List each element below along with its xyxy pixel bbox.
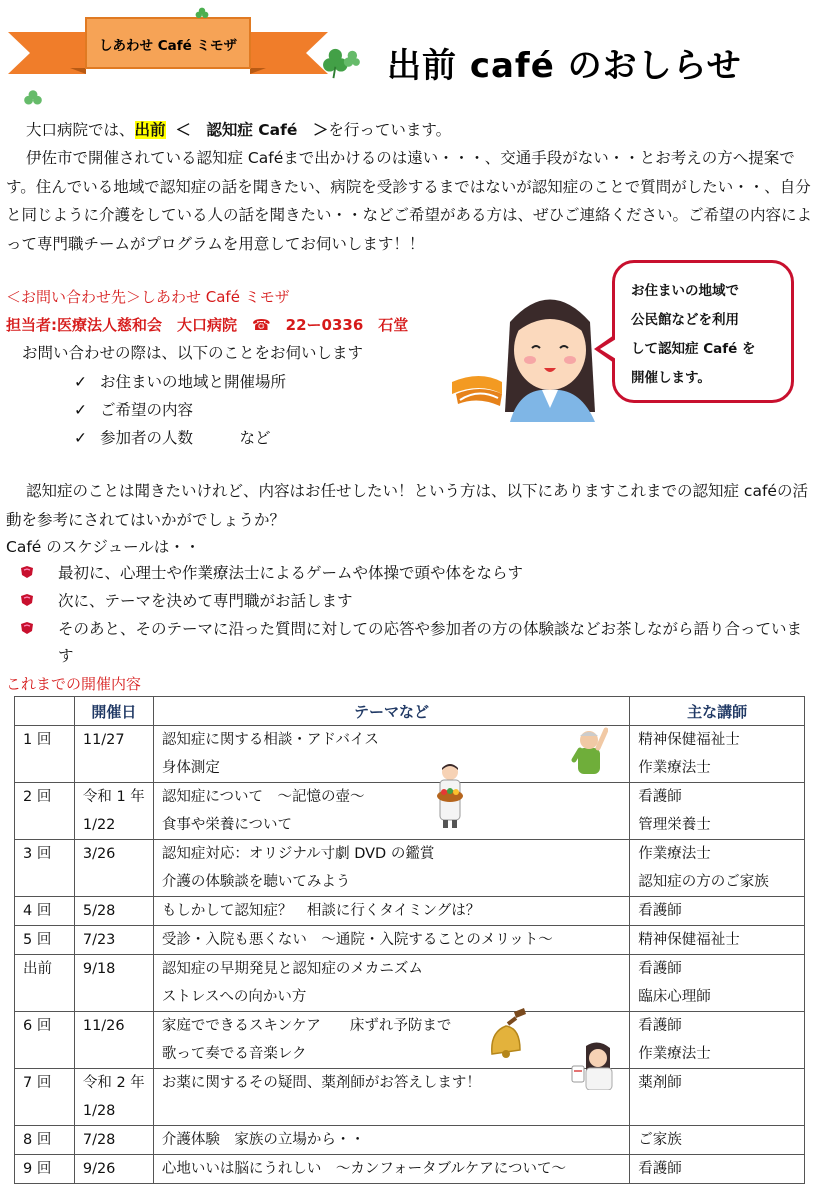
schedule-bullet: 最初に、心理士や作業療法士によるゲームや体操で頭や体をならす <box>20 560 523 587</box>
session-lecturer: 看護師 <box>630 897 805 926</box>
highlight-demae: 出前 <box>134 121 166 139</box>
column-header: 主な講師 <box>630 697 805 726</box>
session-lecturer: 看護師 臨床心理師 <box>630 955 805 1012</box>
contact-heading: ＜お問い合わせ先＞しあわせ Café ミモザ <box>6 288 290 306</box>
session-number: 2 回 <box>15 783 75 840</box>
clover-icon <box>194 6 210 22</box>
session-date: 5/28 <box>74 897 153 926</box>
session-theme: お薬に関するその疑問、薬剤師がお答えします！ <box>153 1069 629 1126</box>
pharmacist-illustration <box>570 1040 616 1090</box>
session-theme: 受診・入院も悪くない ～通院・入院することのメリット～ <box>153 926 629 955</box>
session-lecturer: 看護師 管理栄養士 <box>630 783 805 840</box>
session-date: 3/26 <box>74 840 153 897</box>
session-theme: 認知症について ～記憶の壺～ 食事や栄養について <box>153 783 629 840</box>
speech-bubble <box>612 260 794 403</box>
history-title: これまでの開催内容 <box>6 675 142 693</box>
check-item: ✓ 参加者の人数 など <box>74 429 271 447</box>
session-lecturer: ご家族 <box>630 1126 805 1155</box>
bubble-line: して認知症 Café を <box>631 341 756 357</box>
flower-bullet-icon <box>20 621 34 635</box>
banner-label: しあわせ Café ミモザ <box>99 38 237 54</box>
session-lecturer: 看護師 <box>630 1155 805 1184</box>
inquiry-note: お問い合わせの際は、以下のことをお伺いします <box>22 344 364 362</box>
check-icon: ✓ <box>74 401 87 419</box>
nurse-illustration <box>450 282 610 422</box>
session-lecturer: 作業療法士 認知症の方のご家族 <box>630 840 805 897</box>
bell-illustration <box>484 1008 530 1058</box>
session-number: 9 回 <box>15 1155 75 1184</box>
session-theme: 心地いいは脳にうれしい ～カンフォータブルケアについて～ <box>153 1155 629 1184</box>
check-item: ✓ ご希望の内容 <box>74 401 194 419</box>
session-theme: 認知症に関する相談・アドバイス 身体測定 <box>153 726 629 783</box>
clover-icon <box>22 88 44 110</box>
schedule-bullet: 次に、テーマを決めて専門職がお話します <box>20 588 353 615</box>
session-number: 6 回 <box>15 1012 75 1069</box>
intro-line: 大口病院では、出前 ＜ 認知症 Café ＞を行っています。 <box>26 121 452 139</box>
table-row <box>15 840 805 897</box>
column-header: テーマなど <box>153 697 629 726</box>
session-lecturer: 精神保健福祉士 作業療法士 <box>630 726 805 783</box>
check-item: ✓ お住まいの地域と開催場所 <box>74 373 287 391</box>
schedule-bullet: そのあと、そのテーマに沿った質問に対しての応答や参加者の方の体験談などお茶しながら語り合っています <box>20 616 815 670</box>
session-date: 11/27 <box>74 726 153 783</box>
history-table <box>14 696 805 1184</box>
session-date: 令和 1 年 1/22 <box>74 783 153 840</box>
table-row <box>15 1069 805 1126</box>
session-date: 11/26 <box>74 1012 153 1069</box>
session-theme: 家庭でできるスキンケア 床ずれ予防まで 歌って奏でる音楽レク <box>153 1012 629 1069</box>
table-row <box>15 926 805 955</box>
dietitian-illustration <box>430 762 470 828</box>
session-theme: 認知症対応：オリジナル寸劇 DVD の鑑賞 介護の体験談を聴いてみよう <box>153 840 629 897</box>
page-title: 出前 café のおしらせ <box>387 46 742 86</box>
session-number: 3 回 <box>15 840 75 897</box>
bubble-tail-inner <box>600 339 616 359</box>
schedule-heading: Café のスケジュールは・・ <box>6 538 201 556</box>
session-date: 令和 2 年 1/28 <box>74 1069 153 1126</box>
session-theme: 介護体験 家族の立場から・・ <box>153 1126 629 1155</box>
elderly-exercise-illustration <box>570 724 608 774</box>
details-paragraph: 認知症のことは聞きたいけれど、内容はお任せしたい！という方は、以下にありますこれまでの認知症 caféの活動を参考にされてはいかがでしょうか？ <box>6 482 808 529</box>
table-row <box>15 783 805 840</box>
table-row <box>15 726 805 783</box>
session-number: 7 回 <box>15 1069 75 1126</box>
column-header <box>15 697 75 726</box>
session-lecturer: 看護師 作業療法士 <box>630 1012 805 1069</box>
session-date: 9/18 <box>74 955 153 1012</box>
session-date: 9/26 <box>74 1155 153 1184</box>
session-lecturer: 薬剤師 <box>630 1069 805 1126</box>
session-number: 1 回 <box>15 726 75 783</box>
table-row <box>15 1155 805 1184</box>
bubble-line: 開催します。 <box>631 370 711 386</box>
session-date: 7/23 <box>74 926 153 955</box>
session-number: 4 回 <box>15 897 75 926</box>
session-lecturer: 精神保健福祉士 <box>630 926 805 955</box>
table-header-row <box>15 697 805 726</box>
session-date: 7/28 <box>74 1126 153 1155</box>
bubble-line: 公民館などを利用 <box>631 312 739 328</box>
bubble-line: お住まいの地域で <box>631 283 739 299</box>
contact-person: 担当者:医療法人慈和会 大口病院 ☎ 22ー0336 石堂 <box>6 316 409 334</box>
table-row <box>15 1126 805 1155</box>
session-theme: もしかして認知症？ 相談に行くタイミングは？ <box>153 897 629 926</box>
session-theme: 認知症の早期発見と認知症のメカニズム ストレスへの向かい方 <box>153 955 629 1012</box>
table-row <box>15 1012 805 1069</box>
check-icon: ✓ <box>74 429 87 447</box>
flower-bullet-icon <box>20 593 34 607</box>
intro-keyword: ＜ 認知症 Café ＞ <box>175 121 329 139</box>
session-number: 5 回 <box>15 926 75 955</box>
table-row <box>15 955 805 1012</box>
clover-icon <box>322 46 360 80</box>
column-header: 開催日 <box>74 697 153 726</box>
session-number: 出前 <box>15 955 75 1012</box>
session-number: 8 回 <box>15 1126 75 1155</box>
table-row <box>15 897 805 926</box>
intro-body: 伊佐市で開催されている認知症 Caféまで出かけるのは遠い・・・、交通手段がない・・とお考えの方へ提案です。住んでいる地域で認知症の話を聞きたい、病院を受診するまではないが認知症のことで質問がしたい・・、自分と同じように介護をしている人の話を聞きたい・・などご希望がある方は、ぜひご連絡ください。ご希望の内容によって専門職チームがプログラムを用意してお伺いします！！ <box>6 149 813 253</box>
flower-bullet-icon <box>20 565 34 579</box>
check-icon: ✓ <box>74 373 87 391</box>
